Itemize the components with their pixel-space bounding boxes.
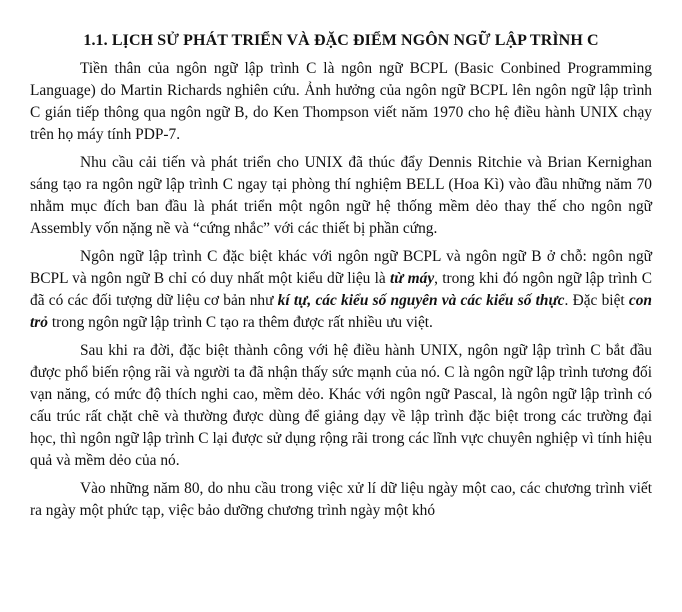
- paragraph-popularity: Sau khi ra đời, đặc biệt thành công với hệ điều hành UNIX, ngôn ngữ lập trình C bắt đầu được phổ biến rộng rãi và người ta đã nhận thấy sức mạnh của nó. C là ngôn ngữ lập trình tương đối vạn năng, có mức độ thích nghi cao, mềm dẻo. Khác với ngôn ngữ Pascal, là ngôn ngữ lập trình có cấu trúc rất chặt chẽ và thường được dùng để giảng dạy về lập trình đặc biệt trong các trường đại học, thì ngôn ngữ lập trình C lại được sử dụng rộng rãi trong các lĩnh vực chuyên nghiệp vì tính hiệu quả và mềm dẻo của nó.: [30, 342, 652, 469]
- paragraph-text-segment: Ngôn ngữ lập trình C đặc biệt khác với ngôn ngữ BCPL và ngôn ngữ B ở chỗ: ngôn ngữ BCPL và ngôn ngữ B chỉ có duy nhất một kiểu dữ liệu là: [30, 248, 652, 287]
- emphasis-machine-word: từ máy: [389, 270, 435, 287]
- paragraph-eighties: Vào những năm 80, do nhu cầu trong việc xử lí dữ liệu ngày một cao, các chương trình viết ra ngày một phức tạp, việc bảo dưỡng chương trình ngày một khó: [30, 480, 652, 519]
- paragraph-data-types: [30, 246, 652, 334]
- section-heading: 1.1. LỊCH SỬ PHÁT TRIỂN VÀ ĐẶC ĐIỂM NGÔN NGỮ LẬP TRÌNH C: [83, 32, 599, 49]
- emphasis-basic-types: kí tự, các kiểu số nguyên và các kiểu số thực: [277, 292, 565, 309]
- paragraph-text-segment: , trong khi đó ngôn ngữ lập trình C đã có các đối tượng dữ liệu cơ bản như: [30, 270, 652, 309]
- paragraph-creation: Nhu cầu cải tiến và phát triển cho UNIX đã thúc đẩy Dennis Ritchie và Brian Kernighan sáng tạo ra ngôn ngữ lập trình C ngay tại phòng thí nghiệm BELL (Hoa Kì) vào đầu những năm 70 nhằm mục đích ban đầu là phát triển một ngôn ngữ hệ thống mềm dẻo thay thế cho ngôn ngữ Assembly vốn nặng nề và “cứng nhắc” với các thiết bị phần cứng.: [30, 154, 652, 237]
- document-page: [30, 30, 652, 522]
- emphasis-pointer: con trỏ: [30, 292, 652, 331]
- paragraph-text-segment: . Đặc biệt: [564, 292, 629, 309]
- paragraph-text-segment: trong ngôn ngữ lập trình C tạo ra thêm được rất nhiều ưu việt.: [47, 314, 433, 331]
- paragraph-origin: Tiền thân của ngôn ngữ lập trình C là ngôn ngữ BCPL (Basic Conbined Programming Language) do Martin Richards nghiên cứu. Ảnh hưởng của ngôn ngữ BCPL lên ngôn ngữ lập trình C gián tiếp thông qua ngôn ngữ B, do Ken Thompson viết năm 1970 cho hệ điều hành UNIX chạy trên họ máy tính PDP-7.: [30, 60, 652, 143]
